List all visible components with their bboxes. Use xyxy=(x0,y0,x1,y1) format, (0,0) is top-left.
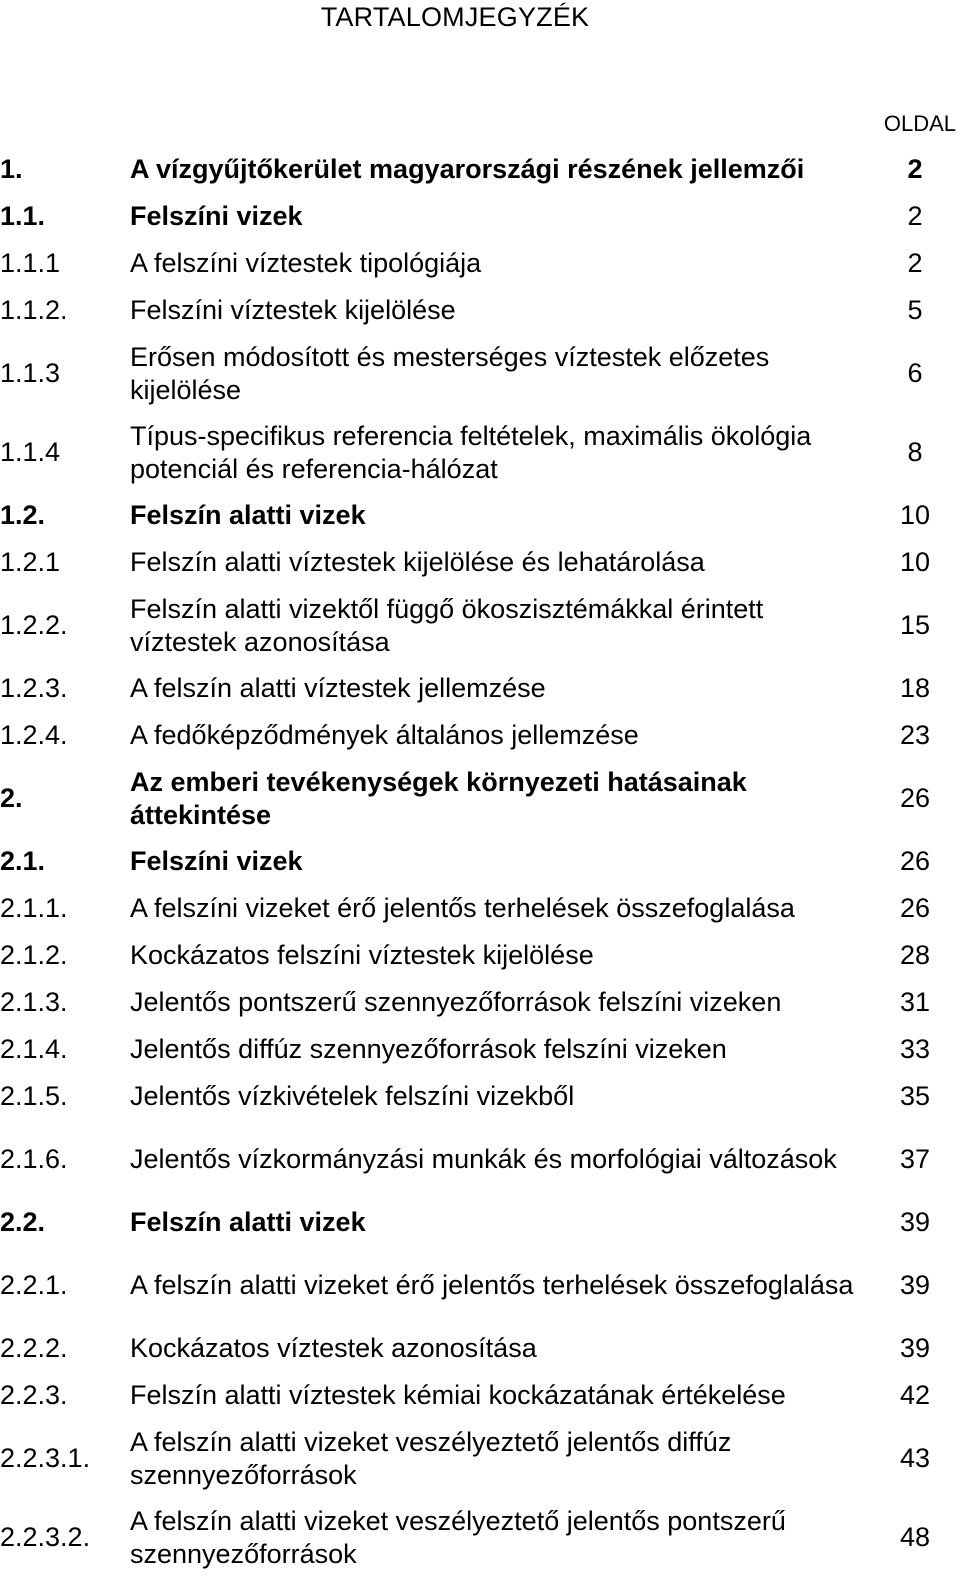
toc-page-number: 5 xyxy=(907,295,923,325)
toc-table xyxy=(0,146,940,1577)
toc-entry-text: Felszíni vizek xyxy=(130,201,303,231)
toc-number: 1.2. xyxy=(0,500,46,530)
toc-page-number: 23 xyxy=(899,720,931,750)
toc-row[interactable] xyxy=(0,1498,940,1577)
toc-number: 2.2.3.1. xyxy=(0,1443,91,1473)
toc-page-number: 43 xyxy=(899,1443,931,1473)
toc-row[interactable] xyxy=(0,1372,940,1419)
page-title: TARTALOMJEGYZÉK xyxy=(320,2,590,32)
toc-entry-text: A felszín alatti vizeket veszélyeztető jelentős diffúz szennyezőforrások xyxy=(130,1426,732,1490)
toc-number: 1.2.3. xyxy=(0,673,68,703)
toc-entry-text: A felszín alatti vizeket veszélyeztető jelentős pontszerű szennyezőforrások xyxy=(130,1505,786,1569)
toc-number: 2.1.6. xyxy=(0,1144,68,1174)
toc-entry-text: Az emberi tevékenységek környezeti hatásainak áttekintése xyxy=(130,766,747,830)
toc-page-number: 8 xyxy=(907,437,923,467)
toc-page-number: 26 xyxy=(899,783,931,813)
toc-row[interactable] xyxy=(0,240,940,287)
toc-number: 2.2.3.2. xyxy=(0,1522,91,1552)
toc-row[interactable] xyxy=(0,492,940,539)
toc-page-number: 48 xyxy=(899,1522,931,1552)
toc-number: 2.1. xyxy=(0,846,46,876)
toc-page-number: 6 xyxy=(907,358,923,388)
toc-number: 2.1.3. xyxy=(0,987,68,1017)
toc-row[interactable] xyxy=(0,1073,940,1120)
toc-entry-text: Jelentős vízkormányzási munkák és morfológiai változások xyxy=(130,1144,837,1174)
toc-number: 1.2.1 xyxy=(0,547,61,577)
toc-page-number: 42 xyxy=(899,1380,931,1410)
toc-row[interactable] xyxy=(0,1120,940,1199)
toc-number: 1.2.4. xyxy=(0,720,68,750)
toc-number: 1.1.2. xyxy=(0,295,68,325)
toc-row[interactable] xyxy=(0,146,940,193)
toc-entry-text: A felszíni víztestek tipológiája xyxy=(130,248,482,278)
toc-page-number: 15 xyxy=(899,610,931,640)
toc-page-number: 2 xyxy=(907,154,923,184)
toc-row[interactable] xyxy=(0,287,940,334)
toc-number: 1. xyxy=(0,154,23,184)
toc-entry-text: Típus-specifikus referencia feltételek, maximális ökológia potenciál és referencia-hálózat xyxy=(130,420,812,484)
toc-number: 2.1.4. xyxy=(0,1034,68,1064)
toc-row[interactable] xyxy=(0,193,940,240)
toc-number: 1.2.2. xyxy=(0,610,68,640)
toc-row[interactable] xyxy=(0,712,940,759)
toc-page-number: 18 xyxy=(899,673,931,703)
toc-entry-text: Jelentős pontszerű szennyezőforrások felszíni vizeken xyxy=(130,987,782,1017)
toc-row[interactable] xyxy=(0,1026,940,1073)
toc-entry-text: Felszín alatti vizektől függő ökoszisztémákkal érintett víztestek azonosítása xyxy=(130,593,764,657)
toc-entry-text: Felszíni víztestek kijelölése xyxy=(130,295,456,325)
toc-entry-text: Felszín alatti vizek xyxy=(130,500,366,530)
toc-entry-text: A felszín alatti víztestek jellemzése xyxy=(130,673,546,703)
toc-number: 2.1.5. xyxy=(0,1081,68,1111)
toc-page-number: 33 xyxy=(899,1034,931,1064)
toc-row[interactable] xyxy=(0,1246,940,1325)
toc-entry-text: Kockázatos felszíni víztestek kijelölése xyxy=(130,940,594,970)
toc-entry-text: A felszíni vizeket érő jelentős terhelések összefoglalása xyxy=(130,893,795,923)
toc-page-number: 26 xyxy=(899,893,931,923)
toc-page-number: 10 xyxy=(899,547,931,577)
toc-entry-text: Felszíni vizek xyxy=(130,846,303,876)
toc-entry-text: Felszín alatti víztestek kijelölése és lehatárolása xyxy=(130,547,705,577)
toc-number: 1.1.4 xyxy=(0,437,61,467)
toc-entry-text: A felszín alatti vizeket érő jelentős terhelések összefoglalása xyxy=(130,1270,854,1300)
toc-entry-text: Kockázatos víztestek azonosítása xyxy=(130,1333,537,1363)
toc-number: 2. xyxy=(0,783,23,813)
toc-number: 2.1.2. xyxy=(0,940,68,970)
toc-number: 2.1.1. xyxy=(0,893,68,923)
toc-number: 1.1.3 xyxy=(0,358,61,388)
toc-page-number: 39 xyxy=(899,1207,931,1237)
toc-number: 1.1.1 xyxy=(0,248,61,278)
toc-entry-text: Erősen módosított és mesterséges víztestek előzetes kijelölése xyxy=(130,341,770,405)
toc-row[interactable] xyxy=(0,539,940,586)
toc-entry-text: Felszín alatti vizek xyxy=(130,1207,366,1237)
toc-page-number: 39 xyxy=(899,1270,931,1300)
toc-row[interactable] xyxy=(0,586,940,665)
toc-row[interactable] xyxy=(0,665,940,712)
toc-row[interactable] xyxy=(0,1325,940,1372)
toc-page-number: 35 xyxy=(899,1081,931,1111)
toc-page-number: 2 xyxy=(907,201,923,231)
toc-number: 1.1. xyxy=(0,201,46,231)
toc-entry-text: Jelentős diffúz szennyezőforrások felszíni vizeken xyxy=(130,1034,727,1064)
toc-page-number: 28 xyxy=(899,940,931,970)
toc-page-number: 2 xyxy=(907,248,923,278)
toc-number: 2.2.2. xyxy=(0,1333,68,1363)
toc-row[interactable] xyxy=(0,979,940,1026)
toc-body xyxy=(0,146,940,1577)
toc-entry-text: A fedőképződmények általános jellemzése xyxy=(130,720,639,750)
toc-row[interactable] xyxy=(0,413,940,492)
toc-row[interactable] xyxy=(0,932,940,979)
toc-entry-text: A vízgyűjtőkerület magyarországi részének jellemzői xyxy=(130,154,805,184)
toc-row[interactable] xyxy=(0,838,940,885)
toc-row[interactable] xyxy=(0,885,940,932)
toc-page-number: 26 xyxy=(899,846,931,876)
toc-number: 2.2. xyxy=(0,1207,46,1237)
toc-page-number: 10 xyxy=(899,500,931,530)
toc-page-number: 31 xyxy=(899,987,931,1017)
toc-row[interactable] xyxy=(0,334,940,413)
toc-entry-text: Felszín alatti víztestek kémiai kockázatának értékelése xyxy=(130,1380,786,1410)
toc-row[interactable] xyxy=(0,1419,940,1498)
toc-page-number: 37 xyxy=(899,1144,931,1174)
toc-page-number: 39 xyxy=(899,1333,931,1363)
toc-number: 2.2.3. xyxy=(0,1380,68,1410)
toc-row[interactable] xyxy=(0,759,940,838)
page-column-header: OLDAL xyxy=(883,111,956,136)
toc-entry-text: Jelentős vízkivételek felszíni vizekből xyxy=(130,1081,575,1111)
toc-row[interactable] xyxy=(0,1199,940,1246)
toc-number: 2.2.1. xyxy=(0,1270,68,1300)
